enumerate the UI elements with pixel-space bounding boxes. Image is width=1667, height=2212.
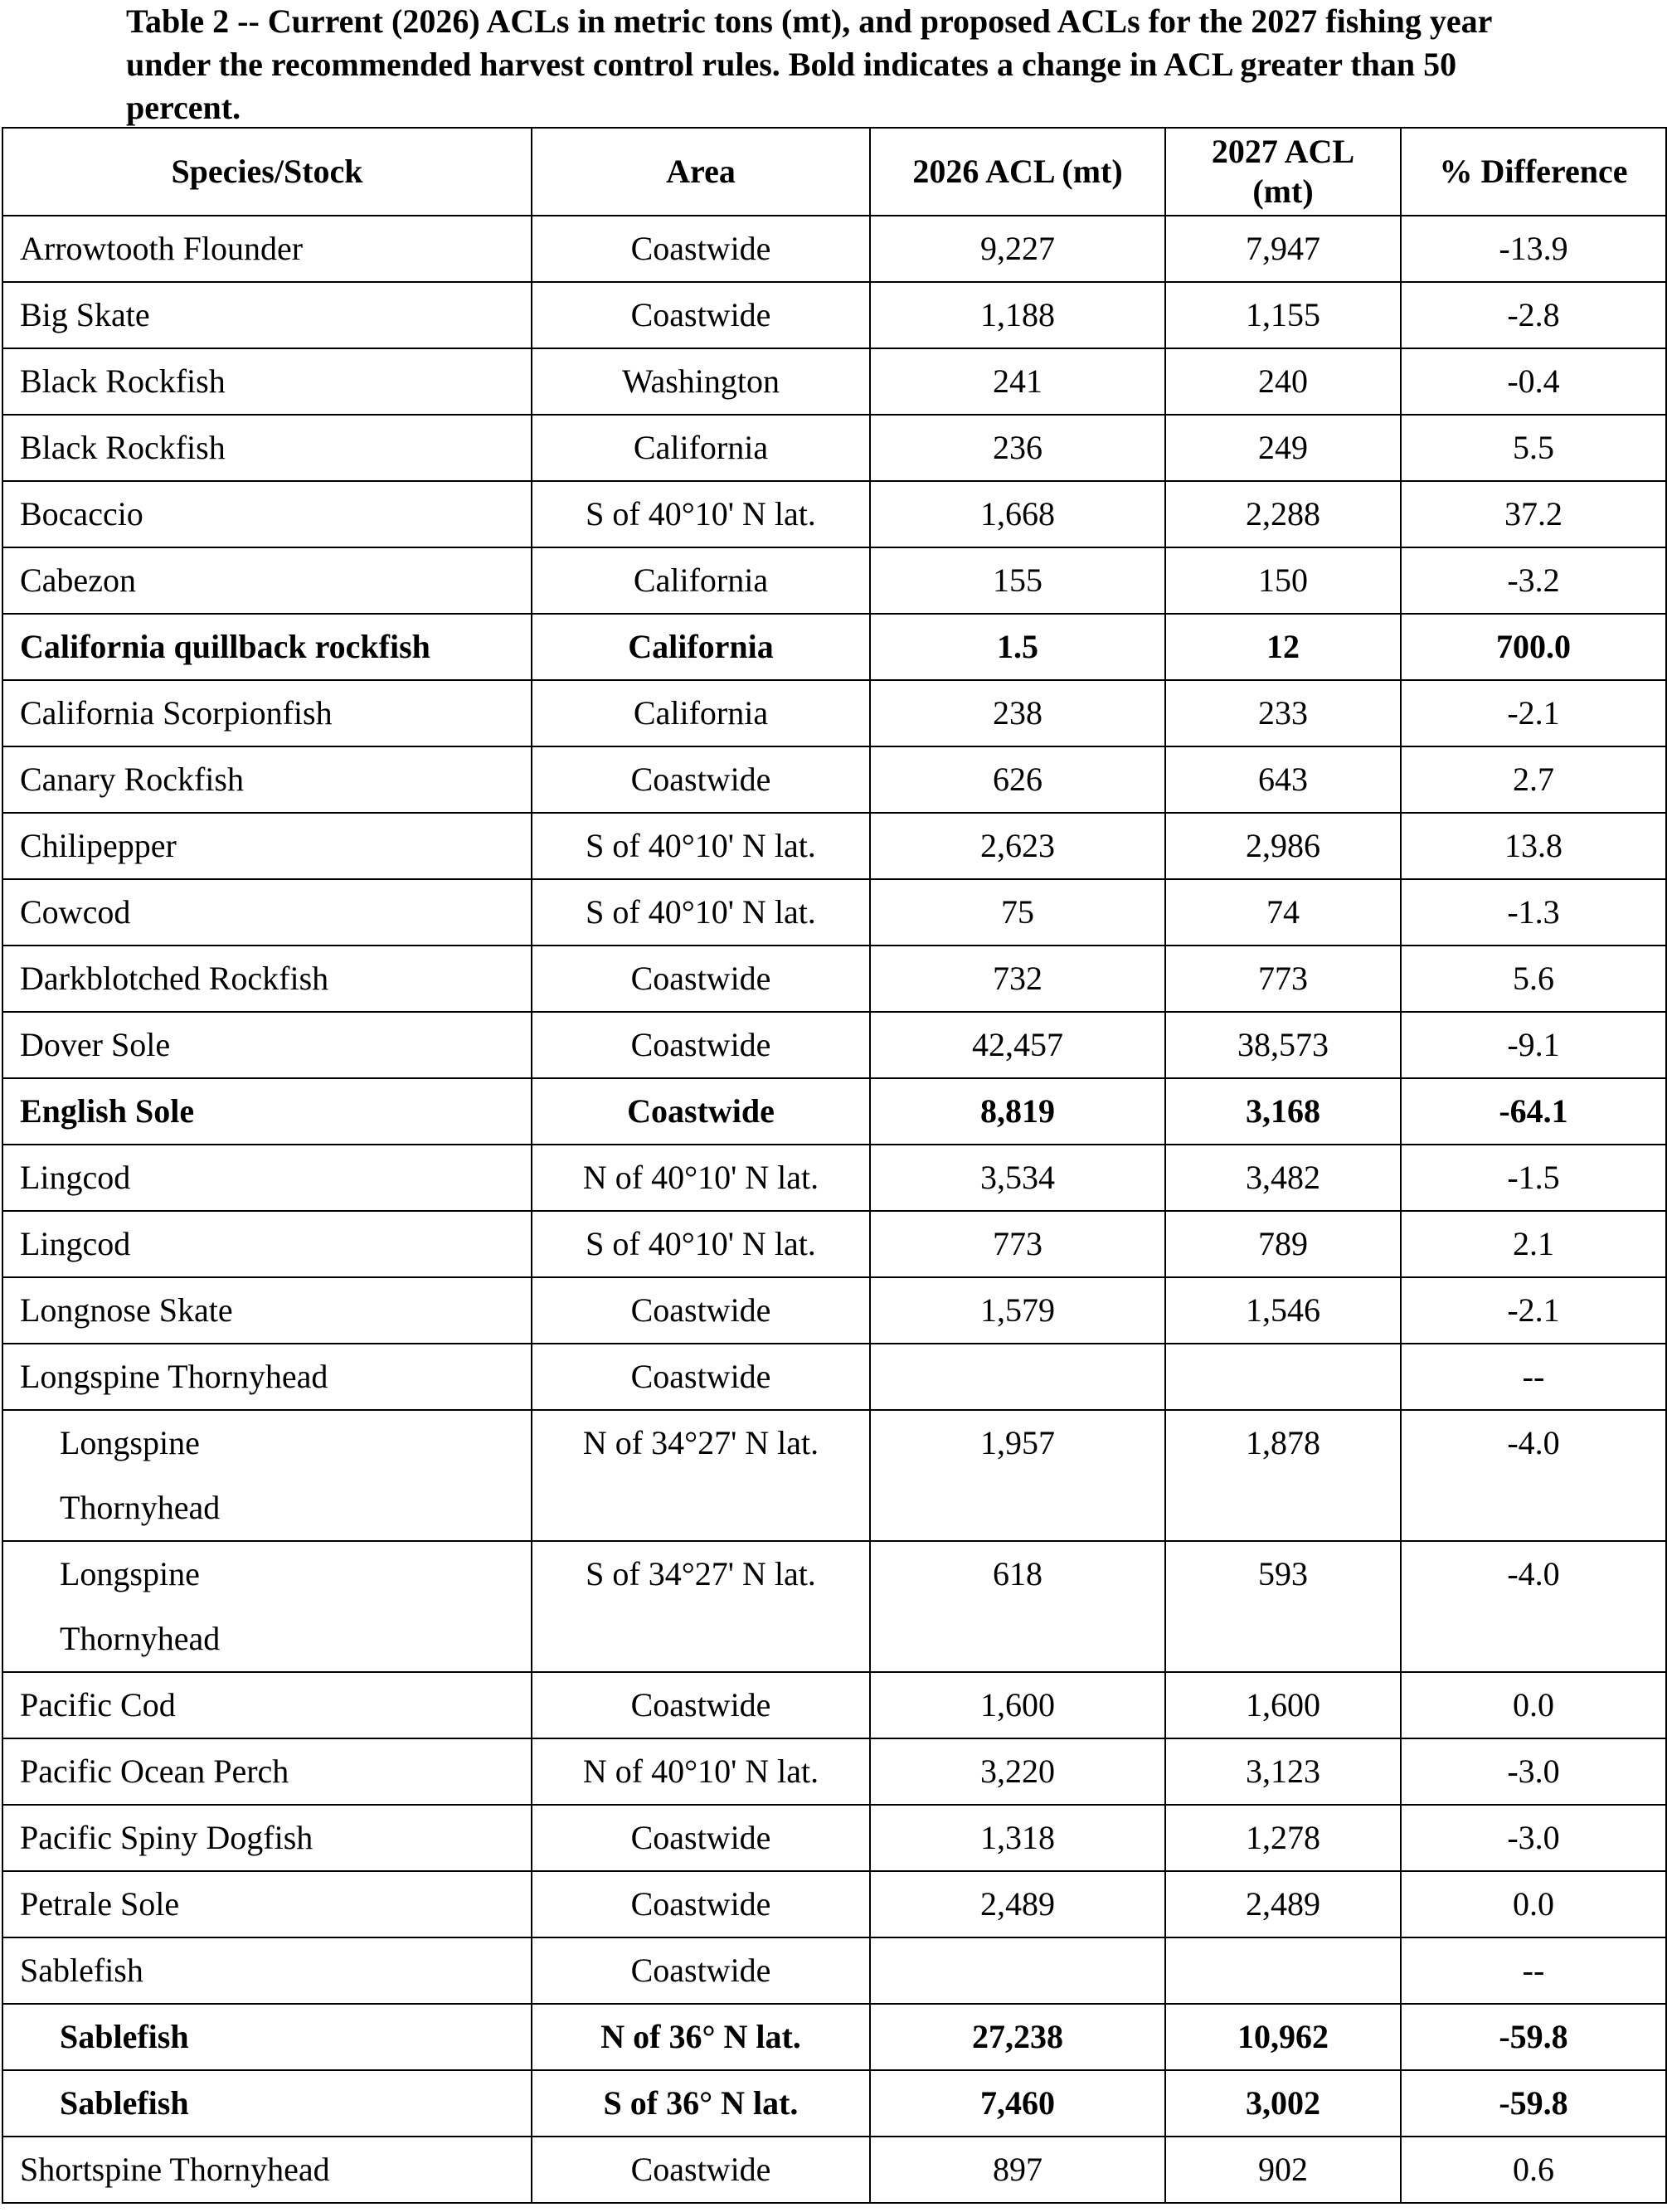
- cell-acl-2027: 233: [1165, 680, 1401, 746]
- cell-percent-difference: -4.0: [1401, 1541, 1666, 1672]
- cell-acl-2027: 1,878: [1165, 1410, 1401, 1541]
- table-row: [2, 481, 1666, 547]
- cell-acl-2026: 27,238: [870, 2004, 1165, 2070]
- cell-percent-difference: -9.1: [1401, 1012, 1666, 1078]
- cell-percent-difference: 13.8: [1401, 813, 1666, 879]
- cell-species: Big Skate: [2, 282, 532, 348]
- header-area: Area: [532, 128, 870, 216]
- cell-acl-2026: 1,188: [870, 282, 1165, 348]
- cell-area: California: [532, 415, 870, 481]
- cell-percent-difference: 2.7: [1401, 746, 1666, 813]
- cell-acl-2027: 240: [1165, 348, 1401, 415]
- cell-area: Coastwide: [532, 746, 870, 813]
- cell-acl-2026: 42,457: [870, 1012, 1165, 1078]
- cell-acl-2027: 1,600: [1165, 1672, 1401, 1738]
- cell-acl-2027: 3,482: [1165, 1145, 1401, 1211]
- cell-acl-2026: 1,668: [870, 481, 1165, 547]
- cell-species: Petrale Sole: [2, 1871, 532, 1937]
- cell-acl-2027: 593: [1165, 1541, 1401, 1672]
- table-row: [2, 1410, 1666, 1541]
- table-row: [2, 1937, 1666, 2004]
- cell-acl-2027: 2,489: [1165, 1871, 1401, 1937]
- header-species: Species/Stock: [2, 128, 532, 216]
- table-row: [2, 2004, 1666, 2070]
- cell-acl-2027: 1,278: [1165, 1805, 1401, 1871]
- cell-acl-2026: 1.5: [870, 614, 1165, 680]
- cell-acl-2027: 150: [1165, 547, 1401, 614]
- table-row: [2, 1012, 1666, 1078]
- cell-percent-difference: -3.2: [1401, 547, 1666, 614]
- cell-percent-difference: 0.0: [1401, 1672, 1666, 1738]
- table-row: [2, 216, 1666, 282]
- cell-area: Coastwide: [532, 1937, 870, 2004]
- table-row: [2, 946, 1666, 1012]
- table-row: [2, 746, 1666, 813]
- header-percent-difference: % Difference: [1401, 128, 1666, 216]
- cell-area: Coastwide: [532, 1012, 870, 1078]
- cell-species: Bocaccio: [2, 481, 532, 547]
- cell-percent-difference: 0.6: [1401, 2137, 1666, 2203]
- cell-percent-difference: -2.1: [1401, 1277, 1666, 1344]
- cell-acl-2026: 75: [870, 879, 1165, 946]
- cell-area: Coastwide: [532, 2137, 870, 2203]
- cell-acl-2027: 249: [1165, 415, 1401, 481]
- cell-acl-2026: 1,579: [870, 1277, 1165, 1344]
- cell-acl-2027: [1165, 1344, 1401, 1410]
- cell-area: Washington: [532, 348, 870, 415]
- cell-acl-2026: 897: [870, 2137, 1165, 2203]
- cell-species: Chilipepper: [2, 813, 532, 879]
- cell-area: Coastwide: [532, 1871, 870, 1937]
- cell-species: Lingcod: [2, 1211, 532, 1277]
- cell-area: Coastwide: [532, 1805, 870, 1871]
- table-caption: Table 2 -- Current (2026) ACLs in metric tons (mt), and proposed ACLs for the 2027 fishing year under the recommended harvest control rules. Bold indicates a change in ACL greater than 50 percent.: [126, 2, 1492, 126]
- cell-acl-2026: 2,623: [870, 813, 1165, 879]
- cell-percent-difference: 37.2: [1401, 481, 1666, 547]
- cell-species: Arrowtooth Flounder: [2, 216, 532, 282]
- cell-species: California Scorpionfish: [2, 680, 532, 746]
- cell-percent-difference: -13.9: [1401, 216, 1666, 282]
- table-row: [2, 1738, 1666, 1805]
- table-row: [2, 547, 1666, 614]
- table-row: [2, 348, 1666, 415]
- cell-acl-2027: 12: [1165, 614, 1401, 680]
- cell-percent-difference: 2.1: [1401, 1211, 1666, 1277]
- cell-species: Shortspine Thornyhead: [2, 2137, 532, 2203]
- cell-area: Coastwide: [532, 1672, 870, 1738]
- cell-acl-2026: 618: [870, 1541, 1165, 1672]
- cell-area: Coastwide: [532, 1277, 870, 1344]
- cell-area: S of 34°27' N lat.: [532, 1541, 870, 1672]
- cell-species: Darkblotched Rockfish: [2, 946, 532, 1012]
- cell-area: Coastwide: [532, 282, 870, 348]
- cell-acl-2026: 732: [870, 946, 1165, 1012]
- cell-acl-2027: 38,573: [1165, 1012, 1401, 1078]
- cell-species: Pacific Cod: [2, 1672, 532, 1738]
- cell-acl-2026: 155: [870, 547, 1165, 614]
- table-row: [2, 1211, 1666, 1277]
- table-row: [2, 1871, 1666, 1937]
- cell-percent-difference: 5.6: [1401, 946, 1666, 1012]
- cell-acl-2026: 3,220: [870, 1738, 1165, 1805]
- cell-species: Black Rockfish: [2, 348, 532, 415]
- cell-area: S of 40°10' N lat.: [532, 813, 870, 879]
- cell-acl-2026: 238: [870, 680, 1165, 746]
- cell-acl-2027: 902: [1165, 2137, 1401, 2203]
- cell-percent-difference: -1.5: [1401, 1145, 1666, 1211]
- cell-percent-difference: --: [1401, 1344, 1666, 1410]
- cell-acl-2027: 789: [1165, 1211, 1401, 1277]
- table-row: [2, 1672, 1666, 1738]
- cell-species: Pacific Ocean Perch: [2, 1738, 532, 1805]
- cell-acl-2027: 3,002: [1165, 2070, 1401, 2137]
- cell-acl-2026: 2,489: [870, 1871, 1165, 1937]
- header-row: [2, 128, 1666, 216]
- cell-percent-difference: -2.1: [1401, 680, 1666, 746]
- cell-species: California quillback rockfish: [2, 614, 532, 680]
- cell-area: N of 40°10' N lat.: [532, 1738, 870, 1805]
- cell-acl-2026: 7,460: [870, 2070, 1165, 2137]
- cell-area: Coastwide: [532, 1344, 870, 1410]
- cell-acl-2026: [870, 1344, 1165, 1410]
- cell-acl-2026: 241: [870, 348, 1165, 415]
- cell-species: Pacific Spiny Dogfish: [2, 1805, 532, 1871]
- cell-area: N of 36° N lat.: [532, 2004, 870, 2070]
- table-row: [2, 680, 1666, 746]
- cell-area: S of 40°10' N lat.: [532, 481, 870, 547]
- cell-acl-2027: 3,123: [1165, 1738, 1401, 1805]
- cell-area: S of 40°10' N lat.: [532, 879, 870, 946]
- cell-area: Coastwide: [532, 1078, 870, 1145]
- cell-area: Coastwide: [532, 216, 870, 282]
- table-row: [2, 2070, 1666, 2137]
- cell-species: Dover Sole: [2, 1012, 532, 1078]
- cell-acl-2027: 74: [1165, 879, 1401, 946]
- cell-percent-difference: -3.0: [1401, 1805, 1666, 1871]
- cell-species: Black Rockfish: [2, 415, 532, 481]
- table-row: [2, 2137, 1666, 2203]
- cell-acl-2027: [1165, 1937, 1401, 2004]
- cell-acl-2026: [870, 1937, 1165, 2004]
- table-row: [2, 1344, 1666, 1410]
- cell-percent-difference: -64.1: [1401, 1078, 1666, 1145]
- cell-area: N of 34°27' N lat.: [532, 1410, 870, 1541]
- cell-acl-2027: 643: [1165, 746, 1401, 813]
- cell-acl-2027: 7,947: [1165, 216, 1401, 282]
- cell-percent-difference: -1.3: [1401, 879, 1666, 946]
- table-row: [2, 813, 1666, 879]
- cell-species: Longnose Skate: [2, 1277, 532, 1344]
- cell-species: Cabezon: [2, 547, 532, 614]
- cell-species: Lingcod: [2, 1145, 532, 1211]
- cell-species: Canary Rockfish: [2, 746, 532, 813]
- cell-percent-difference: -2.8: [1401, 282, 1666, 348]
- table-row: [2, 614, 1666, 680]
- cell-species: Cowcod: [2, 879, 532, 946]
- table-row: [2, 1277, 1666, 1344]
- cell-acl-2026: 1,957: [870, 1410, 1165, 1541]
- cell-percent-difference: 700.0: [1401, 614, 1666, 680]
- cell-percent-difference: --: [1401, 1937, 1666, 2004]
- cell-percent-difference: -59.8: [1401, 2070, 1666, 2137]
- cell-species: Longspine Thornyhead: [2, 1410, 532, 1541]
- header-acl-2027: 2027 ACL (mt): [1165, 128, 1401, 216]
- cell-species: Sablefish: [2, 2070, 532, 2137]
- cell-acl-2026: 1,318: [870, 1805, 1165, 1871]
- cell-percent-difference: 0.0: [1401, 1871, 1666, 1937]
- cell-acl-2027: 2,986: [1165, 813, 1401, 879]
- cell-area: N of 40°10' N lat.: [532, 1145, 870, 1211]
- table-body: [2, 216, 1666, 2203]
- cell-acl-2026: 3,534: [870, 1145, 1165, 1211]
- cell-species: Longspine Thornyhead: [2, 1344, 532, 1410]
- cell-percent-difference: 5.5: [1401, 415, 1666, 481]
- cell-acl-2027: 1,155: [1165, 282, 1401, 348]
- cell-percent-difference: -0.4: [1401, 348, 1666, 415]
- cell-acl-2026: 9,227: [870, 216, 1165, 282]
- cell-acl-2027: 773: [1165, 946, 1401, 1012]
- acl-table: [2, 127, 1667, 2204]
- cell-area: California: [532, 547, 870, 614]
- cell-species: Sablefish: [2, 1937, 532, 2004]
- table-row: [2, 879, 1666, 946]
- cell-acl-2026: 8,819: [870, 1078, 1165, 1145]
- cell-species: English Sole: [2, 1078, 532, 1145]
- table-row: [2, 1145, 1666, 1211]
- table-row: [2, 1541, 1666, 1672]
- cell-species: Longspine Thornyhead: [2, 1541, 532, 1672]
- cell-percent-difference: -4.0: [1401, 1410, 1666, 1541]
- cell-species: Sablefish: [2, 2004, 532, 2070]
- cell-area: California: [532, 614, 870, 680]
- cell-acl-2026: 236: [870, 415, 1165, 481]
- cell-acl-2026: 626: [870, 746, 1165, 813]
- table-row: [2, 415, 1666, 481]
- table-row: [2, 282, 1666, 348]
- cell-acl-2027: 3,168: [1165, 1078, 1401, 1145]
- cell-percent-difference: -3.0: [1401, 1738, 1666, 1805]
- cell-area: S of 36° N lat.: [532, 2070, 870, 2137]
- cell-acl-2026: 1,600: [870, 1672, 1165, 1738]
- table-row: [2, 1805, 1666, 1871]
- cell-area: Coastwide: [532, 946, 870, 1012]
- cell-area: California: [532, 680, 870, 746]
- table-row: [2, 1078, 1666, 1145]
- cell-acl-2027: 2,288: [1165, 481, 1401, 547]
- cell-acl-2027: 10,962: [1165, 2004, 1401, 2070]
- cell-acl-2026: 773: [870, 1211, 1165, 1277]
- header-acl-2026: 2026 ACL (mt): [870, 128, 1165, 216]
- cell-percent-difference: -59.8: [1401, 2004, 1666, 2070]
- cell-acl-2027: 1,546: [1165, 1277, 1401, 1344]
- cell-area: S of 40°10' N lat.: [532, 1211, 870, 1277]
